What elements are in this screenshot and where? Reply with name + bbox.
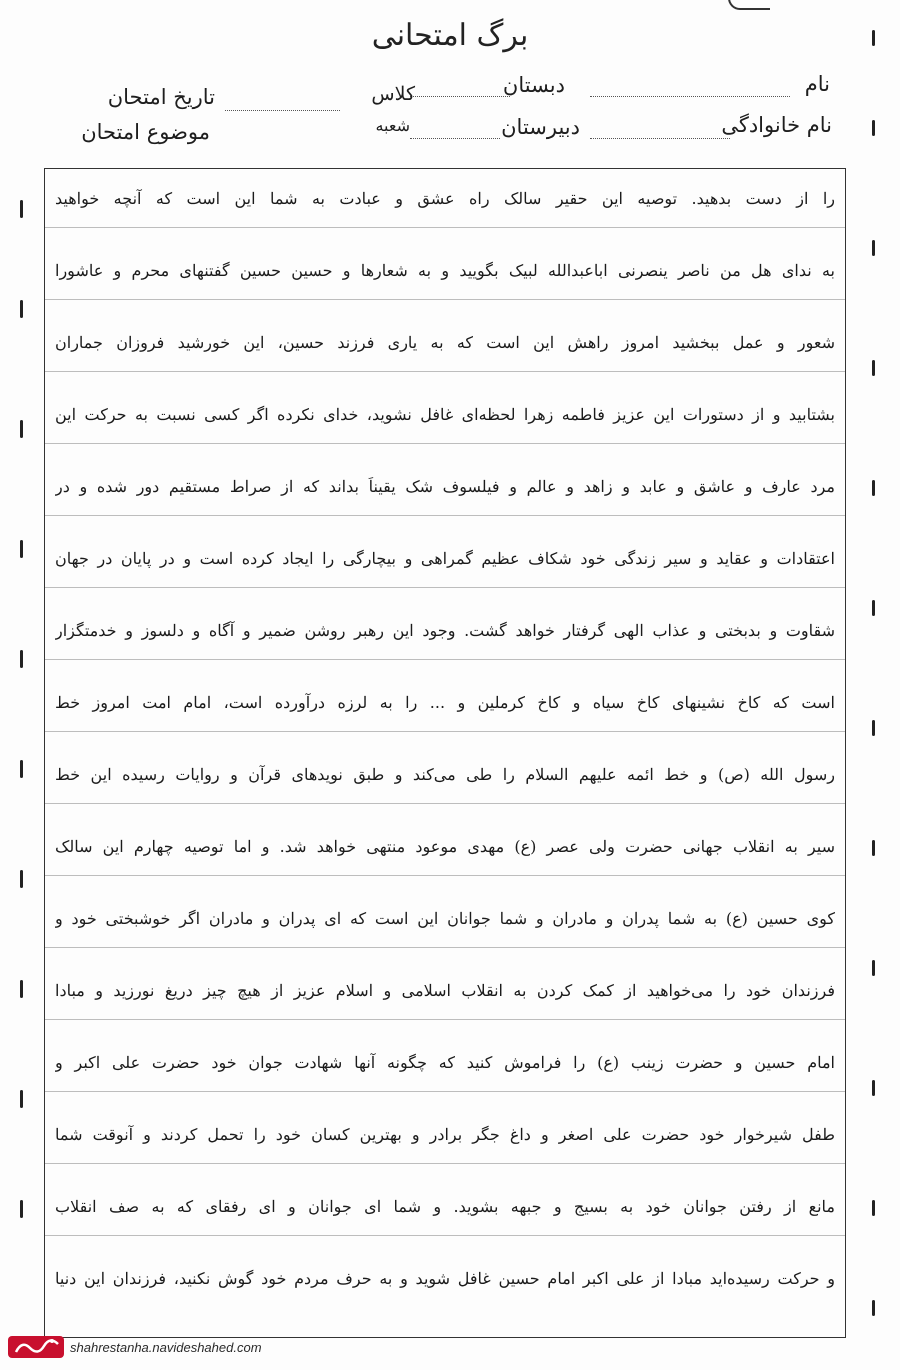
margin-dash (872, 1080, 875, 1096)
handwritten-line: و حرکت رسیده‌اید مبادا از علی اکبر امام حسین غافل شوید و به حرف مردم خود گوش نکنید، فرزندان این دنیا (55, 1269, 835, 1288)
margin-dash (872, 720, 875, 736)
margin-dash (20, 870, 23, 888)
handwritten-line: به ندای هل من ناصر ینصرنی اباعبدالله لبیک بگویید و به شعارها و حسین حسین گفتنهای محرم و عاشورا (55, 261, 835, 280)
ruled-line (45, 1019, 845, 1020)
handwritten-line: سیر به انقلاب جهانی حضرت ولی عصر (ع) مهدی موعود منتهی خواهد شد. و اما توصیه چهارم این سالک (55, 837, 835, 856)
margin-dash (20, 420, 23, 438)
handwritten-line: رسول الله (ص) و خط ائمه علیهم السلام را طی می‌کند و طبق نویدهای قرآن و روایات رسیده این خط (55, 765, 835, 784)
ruled-line (45, 299, 845, 300)
dabirestan-label: دبیرستان (501, 115, 580, 139)
handwritten-line: کوی حسین (ع) به شما پدران و مادران و شما جوانان این است که ای پدران و مادران اگر خوشبختی خود و (55, 909, 835, 928)
margin-dash (872, 360, 875, 376)
ruled-writing-area (44, 168, 846, 1338)
margin-dash (872, 480, 875, 496)
margin-dash (20, 540, 23, 558)
margin-dash (872, 30, 875, 46)
ruled-line (45, 1091, 845, 1092)
dabestan-label: دبستان (502, 73, 565, 97)
family-name-field-line (590, 138, 730, 139)
kelas-label: کلاس (371, 83, 415, 105)
ruled-line (45, 587, 845, 588)
name-field-line (590, 96, 790, 97)
watermark-url: shahrestanha.navideshahed.com (70, 1339, 262, 1355)
watermark (8, 1330, 308, 1364)
ruled-line (45, 1235, 845, 1236)
ruled-line (45, 731, 845, 732)
margin-dash (872, 1300, 875, 1316)
ruled-line (45, 371, 845, 372)
margin-dash (20, 300, 23, 318)
family-name-label: نام خانوادگی (721, 113, 832, 137)
handwritten-line: فرزندان خود را می‌خواهید از کمک کردن به انقلاب اسلامی و اسلام عزیز از هیچ چیز دریغ نورزید و مبادا (55, 981, 835, 1000)
margin-dash (20, 200, 23, 218)
ruled-line (45, 1163, 845, 1164)
margin-dash (872, 600, 875, 616)
handwritten-line: طفل شیرخوار خود حضرت علی اصغر و داغ جگر برادر و بهترین کسان خود را تحمل کردند و آنوقت شما (55, 1125, 835, 1144)
margin-dash (872, 1200, 875, 1216)
handwritten-line: است که کاخ نشینهای کاخ سیاه و کاخ کرملین و ... را به لرزه درآورده است، امام امت امروز خط (55, 693, 835, 712)
ruled-line (45, 515, 845, 516)
margin-dash (872, 960, 875, 976)
shobe-label: شعبه (375, 116, 410, 135)
margin-dash (20, 1090, 23, 1108)
margin-dash (872, 120, 875, 136)
kelas-field-line (225, 110, 340, 111)
navideshahed-logo (8, 1332, 64, 1362)
handwritten-line: بشتابید و از دستورات این عزیز فاطمه زهرا لحظه‌ای غافل نشوید، خدای نکرده اگر کسی نسبت به حرکت این (55, 405, 835, 424)
margin-dash (872, 240, 875, 256)
dabirestan-field-line (410, 138, 500, 139)
name-label: نام (804, 72, 830, 96)
handwritten-line: مانع از رفتن جوانان خود به بسیج و جبهه بشوید. و شما ای جوانان و ای رفقای که به صف انقلاب (55, 1197, 835, 1216)
handwritten-line: اعتقادات و عقاید و سیر زندگی خود شکاف عظیم گمراهی و بیچارگی را ایجاد کرده است و در پایان در جهان (55, 549, 835, 568)
page-title: برگ امتحانی (371, 18, 529, 53)
ruled-line (45, 947, 845, 948)
handwritten-line: را از دست بدهید. توصیه این حقیر سالک راه عشق و عبادت به شما این است که آنچه خواهید (55, 189, 835, 208)
margin-dash (20, 1200, 23, 1218)
exam-date-label: تاریخ امتحان (107, 85, 215, 109)
ruled-line (45, 443, 845, 444)
exam-subject-label: موضوع امتحان (81, 120, 210, 144)
ruled-line (45, 659, 845, 660)
margin-dash (872, 840, 875, 856)
margin-dash (20, 980, 23, 998)
handwritten-line: امام حسین و حضرت زینب (ع) را فراموش کنید که چگونه آنها شهادت جوان خود حضرت علی اکبر و (55, 1053, 835, 1072)
handwritten-line: شعور و عمل ببخشید امروز راهش این است که به یاری فرزند حسین، این خورشید فروزان جماران (55, 333, 835, 352)
margin-dash (20, 650, 23, 668)
margin-dash (20, 760, 23, 778)
ruled-line (45, 227, 845, 228)
handwritten-line: مرد عارف و عاشق و عابد و زاهد و عالم و فیلسوف شک یقیناً بداند که از صراط مستقیم دور شده و در (55, 477, 835, 496)
corner-mark (728, 0, 770, 10)
ruled-line (45, 803, 845, 804)
handwritten-line: شقاوت و بدبختی و عذاب الهی گرفتار خواهد گشت. وجود این رهبر روشن ضمیر و آگاه و دلسوز و خدمتگزار (55, 621, 835, 640)
logo-graphic (8, 1332, 64, 1362)
ruled-line (45, 875, 845, 876)
dabestan-field-line (410, 96, 510, 97)
